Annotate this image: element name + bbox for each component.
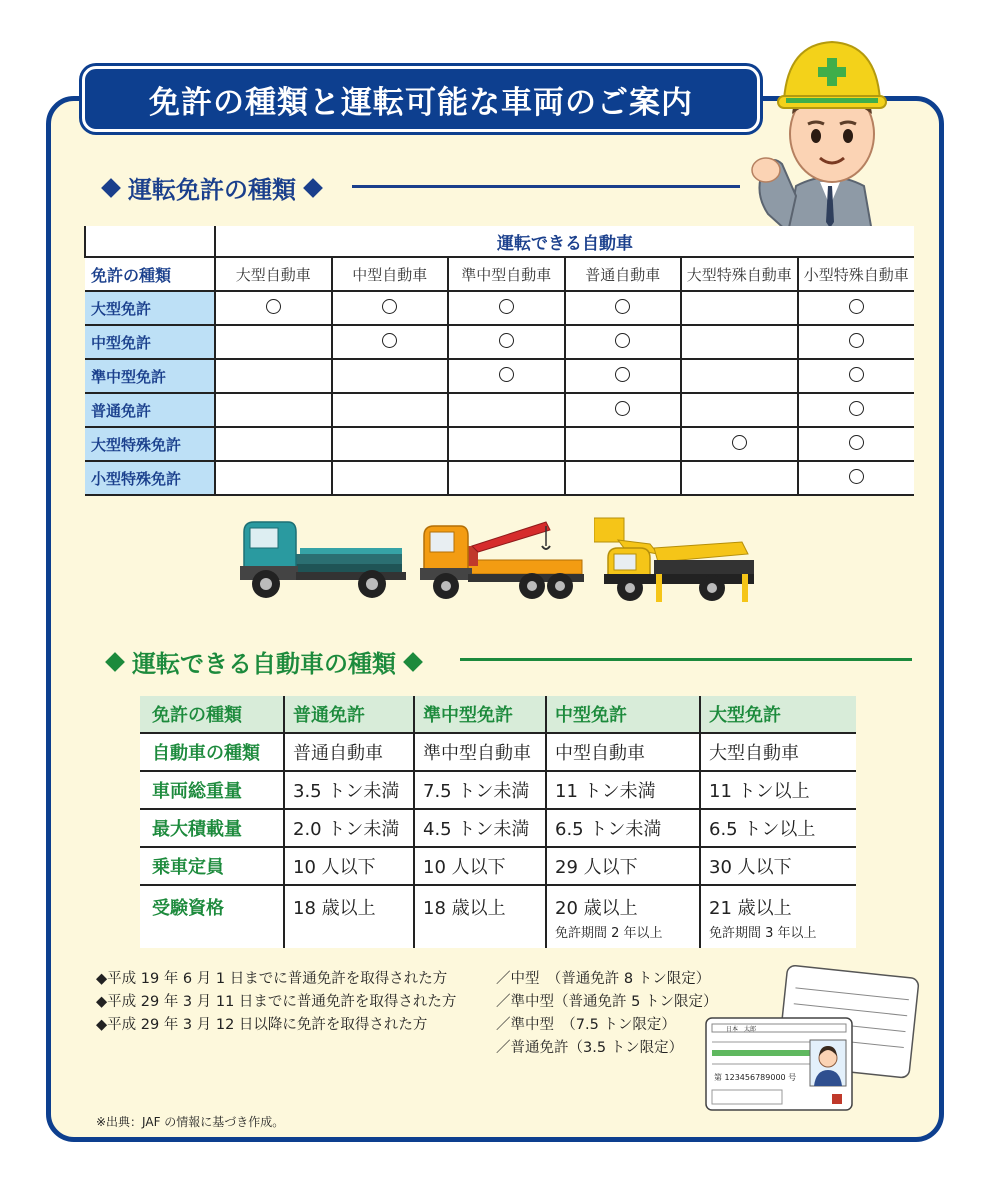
column-header: 大型自動車 (215, 257, 332, 291)
row-label (140, 733, 284, 771)
cell-text: 乗車定員 (152, 857, 224, 878)
table-cell (700, 885, 856, 948)
flatbed-truck-illustration (238, 518, 406, 602)
note-item: ◆平成 29 年 3 月 12 日以降に免許を取得された方 ／準中型 （7.5 トン限定） (96, 1017, 676, 1033)
table-cell (546, 696, 700, 733)
table-row (140, 696, 856, 733)
note-item: ◆平成 29 年 3 月 11 日までに普通免許を取得された方 ／準中型（普通免許 5 トン限定） (96, 994, 718, 1010)
table-cell (681, 291, 798, 325)
license-card-illustration (702, 964, 924, 1114)
table-cell (681, 461, 798, 495)
table-cell (284, 809, 414, 847)
column-header: 中型自動車 (332, 257, 449, 291)
table-cell (284, 847, 414, 885)
table-cell (215, 291, 332, 325)
circle-mark-icon (499, 367, 514, 382)
table-cell (284, 885, 414, 948)
section-title-vehicle-types (98, 644, 430, 679)
table-cell (448, 325, 565, 359)
cell-text: 車両総重量 (152, 781, 242, 802)
table-cell (681, 427, 798, 461)
table-cell (565, 461, 682, 495)
column-header: 大型特殊自動車 (681, 257, 798, 291)
table-cell (332, 427, 449, 461)
table-cell (414, 809, 546, 847)
table-cell (681, 325, 798, 359)
cell-text: 準中型免許 (423, 705, 513, 726)
worker-mascot-illustration (744, 36, 920, 232)
cell-text: 29 人以下 (555, 857, 638, 878)
row-license-label: 普通免許 (85, 393, 215, 427)
cell-text: 普通自動車 (293, 743, 383, 764)
cell-text: 30 人以下 (709, 857, 792, 878)
table-cell (414, 696, 546, 733)
diamond-icon (403, 652, 423, 672)
table-cell (546, 809, 700, 847)
cell-text: 11 トン未満 (555, 781, 656, 802)
diamond-icon (105, 652, 125, 672)
row-label (140, 847, 284, 885)
table-cell (546, 733, 700, 771)
circle-mark-icon (849, 435, 864, 450)
circle-mark-icon (615, 299, 630, 314)
table-cell (565, 359, 682, 393)
circle-mark-icon (849, 401, 864, 416)
circle-mark-icon (849, 469, 864, 484)
cell-subnote: 免許期間 2 年以上 (555, 926, 663, 941)
cell-text: 10 人以下 (423, 857, 506, 878)
row-license-label: 大型特殊免許 (85, 427, 215, 461)
row-label (140, 885, 284, 948)
table-cell (448, 359, 565, 393)
header-license-type: 免許の種類 (85, 257, 215, 291)
source-note: ※出典：JAF の情報に基づき作成。 (96, 1115, 285, 1129)
circle-mark-icon (615, 401, 630, 416)
cell-text: 普通免許 (293, 705, 365, 726)
table-cell (215, 359, 332, 393)
cell-text: 18 歳以上 (423, 898, 506, 919)
table-cell (700, 809, 856, 847)
circle-mark-icon (266, 299, 281, 314)
circle-mark-icon (849, 299, 864, 314)
table-cell (414, 771, 546, 809)
table-cell (332, 461, 449, 495)
table-row (85, 393, 914, 427)
license-card-name: 日本 太郎 (726, 1026, 757, 1033)
table-cell (798, 325, 915, 359)
circle-mark-icon (615, 367, 630, 382)
circle-mark-icon (849, 333, 864, 348)
note-item: ／普通免許（3.5 トン限定） (496, 1040, 684, 1056)
table-cell (546, 847, 700, 885)
table-cell (332, 291, 449, 325)
cell-text: 11 トン以上 (709, 781, 810, 802)
table-row (85, 359, 914, 393)
table-cell (798, 291, 915, 325)
table-row (140, 809, 856, 847)
column-header: 普通自動車 (565, 257, 682, 291)
cell-text: 4.5 トン未満 (423, 819, 530, 840)
table-row (85, 461, 914, 495)
table-cell (798, 427, 915, 461)
cell-text: 6.5 トン未満 (555, 819, 662, 840)
cell-text: 7.5 トン未満 (423, 781, 530, 802)
table-cell (284, 733, 414, 771)
table-cell (700, 847, 856, 885)
license-vehicle-table (84, 226, 914, 496)
table-cell (565, 393, 682, 427)
section-title-text: 運転できる自動車の種類 (132, 650, 396, 678)
cell-text: 21 歳以上 (709, 898, 792, 919)
table-cell (700, 696, 856, 733)
section-divider (352, 185, 740, 188)
table-row (140, 885, 856, 948)
table-cell (700, 733, 856, 771)
table-cell (215, 325, 332, 359)
cell-text: 受験資格 (152, 898, 224, 919)
circle-mark-icon (499, 333, 514, 348)
table-corner-cell (85, 226, 215, 257)
cell-text: 中型自動車 (555, 743, 645, 764)
table-row (140, 733, 856, 771)
table-cell (565, 291, 682, 325)
cell-text: 最大積載量 (152, 819, 242, 840)
circle-mark-icon (849, 367, 864, 382)
section-title-license-types (94, 170, 330, 205)
cell-subnote: 免許期間 3 年以上 (709, 926, 817, 941)
circle-mark-icon (382, 299, 397, 314)
table-cell (284, 771, 414, 809)
table-cell (565, 325, 682, 359)
table-cell (798, 461, 915, 495)
circle-mark-icon (499, 299, 514, 314)
cell-text: 20 歳以上 (555, 898, 638, 919)
table-cell (448, 291, 565, 325)
cell-text: 6.5 トン以上 (709, 819, 816, 840)
table-cell (332, 393, 449, 427)
column-header: 準中型自動車 (448, 257, 565, 291)
table-cell (546, 885, 700, 948)
table-cell (565, 427, 682, 461)
cell-text: 自動車の種類 (152, 743, 260, 764)
cell-text: 大型自動車 (709, 743, 799, 764)
row-license-label: 中型免許 (85, 325, 215, 359)
table-row (85, 427, 914, 461)
crane-truck-illustration (418, 516, 584, 602)
table-body (140, 696, 856, 948)
table-cell (414, 847, 546, 885)
row-license-label: 準中型免許 (85, 359, 215, 393)
vehicle-spec-table (140, 696, 856, 948)
table-cell (448, 393, 565, 427)
cell-text: 準中型自動車 (423, 743, 531, 764)
table-cell (414, 733, 546, 771)
table-header-row (85, 257, 914, 291)
group-header-cell: 運転できる自動車 (215, 226, 914, 257)
cell-text: 2.0 トン未満 (293, 819, 400, 840)
table-cell (798, 393, 915, 427)
section-divider (460, 658, 912, 661)
table-body (85, 291, 914, 495)
table-cell (448, 427, 565, 461)
table-row (140, 771, 856, 809)
table-cell (448, 461, 565, 495)
row-label (140, 809, 284, 847)
table-cell (215, 461, 332, 495)
diamond-icon (303, 178, 323, 198)
cell-text: 中型免許 (555, 705, 627, 726)
row-license-label: 小型特殊免許 (85, 461, 215, 495)
license-notes (96, 968, 717, 1060)
cell-text: 3.5 トン未満 (293, 781, 400, 802)
table-cell (700, 771, 856, 809)
table-cell (332, 325, 449, 359)
table-cell (681, 393, 798, 427)
table-row (85, 291, 914, 325)
cell-text: 免許の種類 (152, 705, 242, 726)
table-cell (332, 359, 449, 393)
table-cell (546, 771, 700, 809)
table-cell (414, 885, 546, 948)
circle-mark-icon (615, 333, 630, 348)
diamond-icon (101, 178, 121, 198)
column-header: 小型特殊自動車 (798, 257, 915, 291)
table-cell (798, 359, 915, 393)
table-row (85, 325, 914, 359)
row-license-label: 大型免許 (85, 291, 215, 325)
circle-mark-icon (382, 333, 397, 348)
note-item: ◆平成 19 年 6 月 1 日までに普通免許を取得された方 ／中型 （普通免許 8 トン限定） (96, 971, 711, 987)
table-cell (284, 696, 414, 733)
aerial-work-truck-illustration (594, 514, 760, 606)
row-label (140, 696, 284, 733)
row-label (140, 771, 284, 809)
cell-text: 大型免許 (709, 705, 781, 726)
table-cell (215, 393, 332, 427)
section-title-text: 運転免許の種類 (128, 176, 296, 204)
table-cell (681, 359, 798, 393)
cell-text: 18 歳以上 (293, 898, 376, 919)
table-group-header-row (85, 226, 914, 257)
page-title: 免許の種類と運転可能な車両のご案内 (82, 66, 760, 132)
table-row (140, 847, 856, 885)
cell-text: 10 人以下 (293, 857, 376, 878)
circle-mark-icon (732, 435, 747, 450)
license-card-number: 第 123456789000 号 (714, 1073, 797, 1082)
table-cell (215, 427, 332, 461)
